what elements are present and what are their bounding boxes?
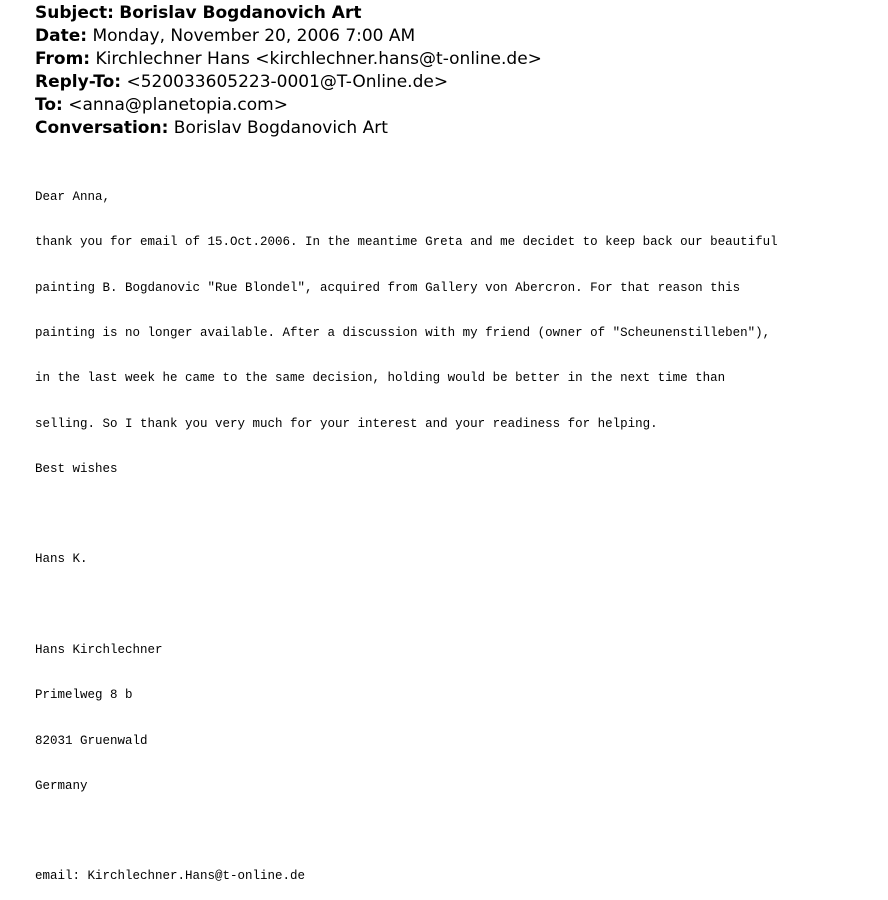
- body-line: selling. So I thank you very much for your interest and your readiness for helping.: [35, 416, 658, 431]
- to-label: To:: [35, 95, 63, 115]
- closing: Best wishes: [35, 461, 118, 476]
- address-country: Germany: [35, 778, 88, 793]
- date-label: Date:: [35, 26, 88, 46]
- blank-line: [35, 824, 778, 839]
- greeting: Dear Anna,: [35, 190, 111, 205]
- address-city: 82031 Gruenwald: [35, 733, 148, 748]
- email-body: [35, 160, 778, 900]
- date-line: [35, 25, 542, 48]
- body-line: painting is no longer available. After a discussion with my friend (owner of "Scheunenstilleben"),: [35, 326, 771, 341]
- conversation-value: Borislav Bogdanovich Art: [173, 118, 388, 138]
- reply-to-label: Reply-To:: [35, 72, 122, 92]
- from-value: Kirchlechner Hans <kirchlechner.hans@t-online.de>: [95, 49, 542, 69]
- subject-value: Borislav Bogdanovich Art: [119, 3, 362, 23]
- conversation-line: [35, 117, 542, 140]
- from-label: From:: [35, 49, 91, 69]
- from-line: [35, 48, 542, 71]
- subject-line: [35, 2, 542, 25]
- to-value: <anna@planetopia.com>: [68, 95, 288, 115]
- signature-name: Hans Kirchlechner: [35, 643, 163, 657]
- blank-line: [35, 507, 778, 522]
- blank-line: [35, 598, 778, 613]
- body-line: thank you for email of 15.Oct.2006. In the meantime Greta and me decidet to keep back our beautiful: [35, 235, 778, 250]
- email-headers: [35, 2, 542, 140]
- signature-email: email: Kirchlechner.Hans@t-online.de: [35, 869, 306, 884]
- body-line: painting B. Bogdanovic "Rue Blondel", acquired from Gallery von Abercron. For that reason this: [35, 280, 741, 295]
- address-street: Primelweg 8 b: [35, 688, 133, 703]
- date-value: Monday, November 20, 2006 7:00 AM: [92, 26, 416, 46]
- conversation-label: Conversation:: [35, 118, 169, 138]
- reply-to-value: <520033605223-0001@T-Online.de>: [126, 72, 449, 92]
- signature-short: Hans K.: [35, 552, 88, 567]
- subject-label: Subject:: [35, 3, 114, 23]
- reply-to-line: [35, 71, 542, 94]
- body-line: in the last week he came to the same decision, holding would be better in the next time than: [35, 371, 726, 386]
- to-line: [35, 94, 542, 117]
